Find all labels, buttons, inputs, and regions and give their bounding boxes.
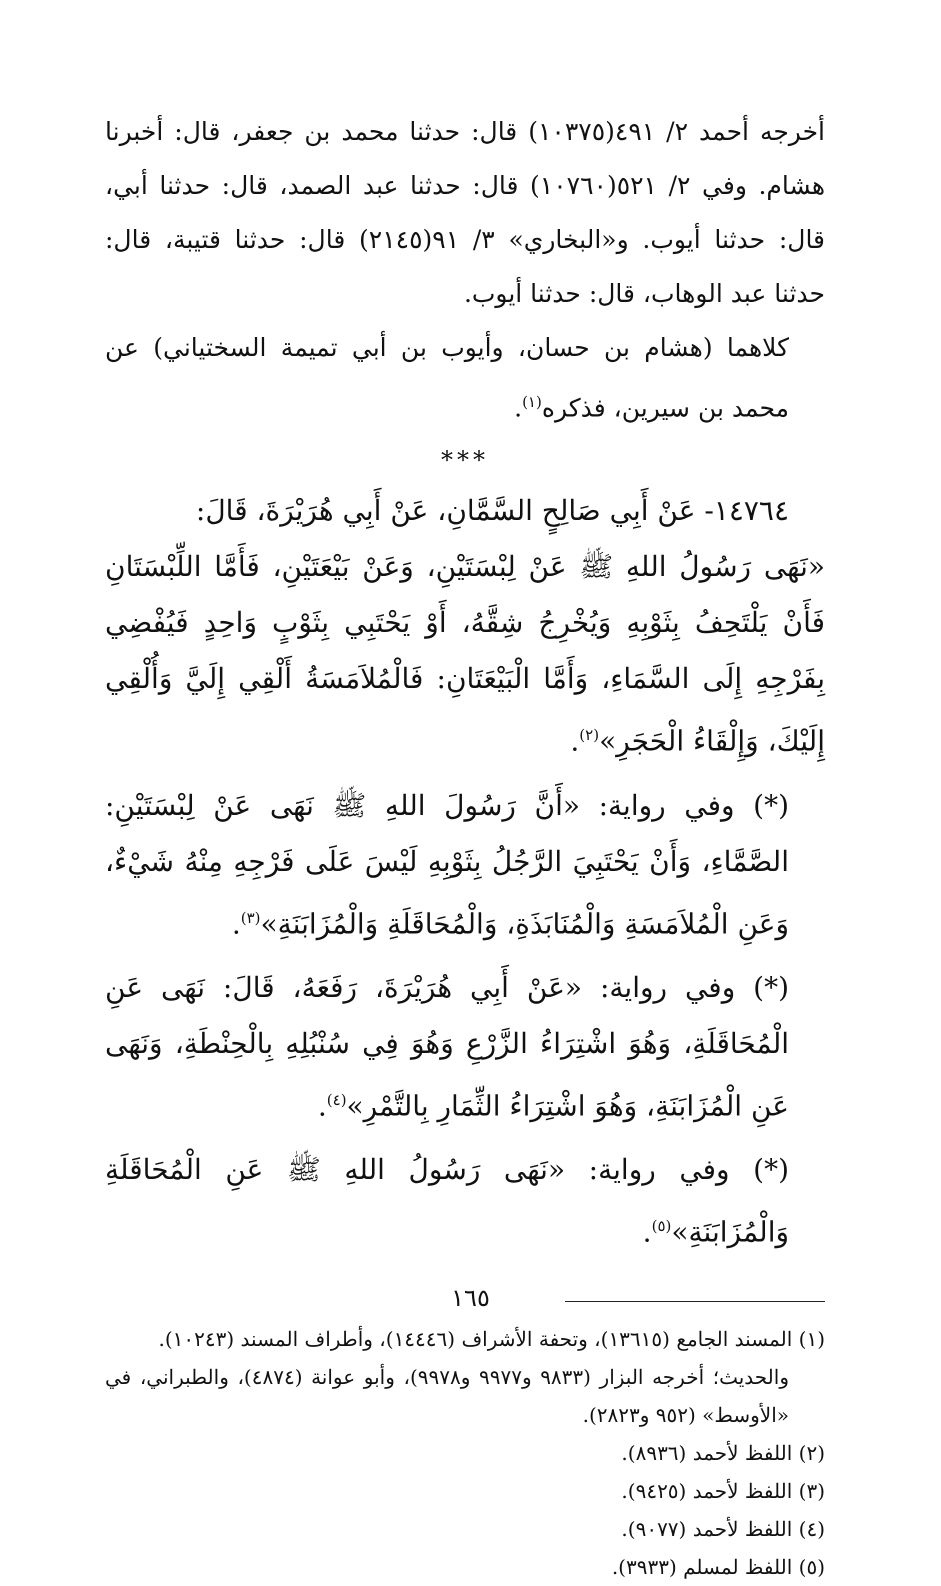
riwaya-3: (*) وفي رواية: «نَهَى رَسُولُ اللهِ ﷺ عَنِ الْمُحَاقَلَةِ وَالْمُزَابَنَةِ»$^{(٥)}$.	[105, 1153, 789, 1249]
footnote-ref-5[interactable]: (٥)	[651, 1217, 672, 1236]
footnote-2: (٢) اللفظ لأحمد (٨٩٣٦).	[621, 1440, 825, 1465]
riwaya-3-text: (*) وفي رواية: «نَهَى رَسُولُ اللهِ ﷺ عَنِ الْمُحَاقَلَةِ وَالْمُزَابَنَةِ»	[105, 1153, 789, 1249]
hadith-main: «نَهَى رَسُولُ اللهِ ﷺ عَنْ لِبْسَتَيْنِ، وَعَنْ بَيْعَتَيْنِ، فَأَمَّا اللِّبْسَتَانِ فَأَنْ يَلْتَحِفُ بِثَوْبِهِ وَيُخْرِجُ شِقَّهُ، أَوْ يَحْتَبِي بِثَوْبٍ وَاحِدٍ فَيُفْضِي بِفَرْجِهِ إِلَى السَّمَاءِ، وَأَمَّا الْبَيْعَتَانِ: فَالْمُلاَمَسَةُ أَلْقِي إِلَيَّ وَأُلْقِي إِلَيْكَ، وَإِلْقَاءُ الْحَجَرِ»	[105, 550, 825, 758]
section-separator: ***	[441, 446, 489, 475]
footnote-3: (٣) اللفظ لأحمد (٩٤٢٥).	[621, 1478, 825, 1503]
intro-paragraph	[105, 105, 825, 321]
footnote-1: (١) المسند الجامع (١٣٦١٥)، وتحفة الأشراف (١٤٤٤٦)، وأطراف المسند (١٠٢٤٣).	[158, 1326, 825, 1351]
riwaya-2: (*) وفي رواية: «عَنْ أَبِي هُرَيْرَةَ، رَفَعَهُ، قَالَ: نَهَى عَنِ الْمُحَاقَلَةِ، وَهُوَ اشْتِرَاءُ الزَّرْعِ وَهُوَ فِي سُنْبُلِهِ بِالْحِنْطَةِ، وَنَهَى عَنِ الْمُزَابَنَةِ، وَهُوَ اشْتِرَاءُ الثِّمَارِ بِالتَّمْرِ»$^{(٤)}$.	[105, 970, 789, 1123]
riwaya-1: (*) وفي رواية: «أَنَّ رَسُولَ اللهِ ﷺ نَهَى عَنْ لِبْسَتَيْنِ: الصَّمَّاءِ، وَأَنْ يَحْتَبِيَ الرَّجُلُ بِثَوْبِهِ لَيْسَ عَلَى فَرْجِهِ مِنْهُ شَيْءٌ، وَعَنِ الْمُلاَمَسَةِ وَالْمُنَابَذَةِ، وَالْمُحَاقَلَةِ وَالْمُزَابَنَةِ»$^{(٣)}$.	[105, 788, 789, 940]
footnote-4: (٤) اللفظ لأحمد (٩٠٧٧).	[621, 1516, 825, 1541]
riwaya-1-text: (*) وفي رواية: «أَنَّ رَسُولَ اللهِ ﷺ نَهَى عَنْ لِبْسَتَيْنِ: الصَّمَّاءِ، وَأَنْ يَحْتَبِيَ الرَّجُلُ بِثَوْبِهِ لَيْسَ عَلَى فَرْجِهِ مِنْهُ شَيْءٌ، وَعَنِ الْمُلاَمَسَةِ وَالْمُنَابَذَةِ، وَالْمُحَاقَلَةِ وَالْمُزَابَنَةِ»	[105, 788, 789, 940]
footnote-ref-4[interactable]: (٤)	[326, 1090, 347, 1109]
footnote-ref-1[interactable]: (١)	[522, 393, 542, 411]
page-body	[105, 105, 825, 1586]
intro-text: أخرجه أحمد ٢/ ٤٩١(١٠٣٧٥) قال: حدثنا محمد بن جعفر، قال: أخبرنا هشام. وفي ٢/ ٥٢١(١٠٧٦٠) قال: حدثنا عبد الصمد، قال: حدثنا أبي، قال: حدثنا أيوب. و«البخاري» ٣/ ٩١(٢١٤٥) قال: حدثنا قتيبة، قال: حدثنا عبد الوهاب، قال: حدثنا أيوب.	[105, 117, 826, 308]
page-number: ١٦٥	[451, 1284, 490, 1312]
hadith-main-text: «نَهَى رَسُولُ اللهِ ﷺ عَنْ لِبْسَتَيْنِ، وَعَنْ بَيْعَتَيْنِ، فَأَمَّا اللِّبْسَتَانِ فَأَنْ يَلْتَحِفُ بِثَوْبِهِ وَيُخْرِجُ شِقَّهُ، أَوْ يَحْتَبِي بِثَوْبٍ وَاحِدٍ فَيُفْضِي بِفَرْجِهِ إِلَى السَّمَاءِ، وَأَمَّا الْبَيْعَتَانِ: فَالْمُلاَمَسَةُ أَلْقِي إِلَيَّ وَأُلْقِي إِلَيْكَ، وَإِلْقَاءُ الْحَجَرِ»$^{(٢)}$.	[105, 550, 825, 758]
riwaya-2-text: (*) وفي رواية: «عَنْ أَبِي هُرَيْرَةَ، رَفَعَهُ، قَالَ: نَهَى عَنِ الْمُحَاقَلَةِ، وَهُوَ اشْتِرَاءُ الزَّرْعِ وَهُوَ فِي سُنْبُلِهِ بِالْحِنْطَةِ، وَنَهَى عَنِ الْمُزَابَنَةِ، وَهُوَ اشْتِرَاءُ الثِّمَارِ بِالتَّمْرِ»	[105, 970, 789, 1123]
footnote-ref-3[interactable]: (٣)	[240, 908, 261, 927]
footnote-1-continuation: والحديث؛ أخرجه البزار (٩٨٣٣ و٩٩٧٧ و٩٩٧٨)، وأبو عوانة (٤٨٧٤)، والطبراني، في «الأوسط» (٩٥٢ و٢٨٢٣).	[105, 1364, 789, 1427]
intro-paragraph-2	[105, 321, 825, 435]
intro-text-2-end: .	[514, 393, 523, 423]
hadith-heading: ١٤٧٦٤- عَنْ أَبِي صَالِحٍ السَّمَّانِ، عَنْ أَبِي هُرَيْرَةَ، قَالَ:	[195, 494, 789, 528]
intro-text-2: كلاهما (هشام بن حسان، وأيوب بن أبي تميمة السختياني) عن محمد بن سيرين، فذكره	[105, 333, 789, 423]
footnote-5: (٥) اللفظ لمسلم (٣٩٣٣).	[611, 1554, 825, 1579]
footnote-ref-2[interactable]: (٢)	[579, 726, 600, 745]
